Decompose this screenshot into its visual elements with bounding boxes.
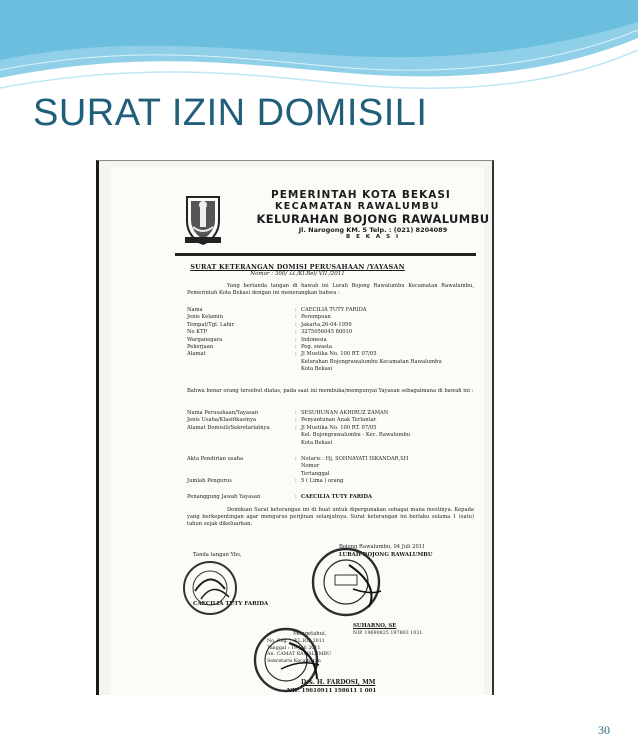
personal-value: Indonesia: [301, 336, 327, 343]
colon: :: [295, 417, 297, 424]
deed-value: Notaris : Hj. SOHNAYATI ISKANDAR,SH: [301, 456, 409, 462]
letterhead-line-3: KELURAHAN BOJONG RAWALUMBU: [256, 212, 490, 226]
personal-value: Kelurahan Bojongrawalumbu Kecamatan Rawalumbu: [301, 358, 442, 365]
scanned-document: [96, 160, 494, 695]
letterhead-rule: [175, 253, 476, 256]
camat-line: An. CAMAT RAWALUMBU: [267, 652, 332, 658]
organization-value: Kota Bekasi: [301, 439, 333, 446]
deed-value: Tertanggal: [301, 470, 330, 477]
colon: :: [295, 314, 297, 321]
slide-title: SURAT IZIN DOMISILI: [33, 92, 428, 134]
organization-value: Penyantunan Anak Terlantar: [301, 417, 377, 424]
colon: :: [295, 344, 297, 350]
personal-value: 3275056045 80010: [301, 329, 353, 336]
closing-paragraph: Demikian Surat keterangan ini di buat untuk dipergunakan sebagai mana mestinya. Kepada yang berkepentingan agar mengurus perijinan selanjutnya. Surat keterangan ini berlaku selama 1 (satu) tahun sejak dikeluarkan.: [187, 507, 474, 527]
camat-name: Drs. H. FARDOSI, MM: [301, 679, 376, 686]
lurah-name: SUHARNO, SE: [353, 623, 397, 629]
personal-value: Perempuan: [301, 314, 331, 321]
responsible-label: Penanggung Jawab Yayasan: [187, 494, 261, 500]
colon: :: [295, 478, 297, 485]
camat-nip: NIP. 19610911 198611 1 001: [287, 688, 377, 694]
colon: :: [295, 336, 297, 343]
colon: :: [295, 410, 297, 416]
personal-label: Jenis Kelamin: [187, 314, 223, 321]
colon: :: [295, 424, 297, 431]
document-paper: [111, 167, 490, 695]
document-title: SURAT KETERANGAN DOMISI PERUSAHAAN /YAYASAN: [190, 263, 405, 271]
deed-value: 5 ( Lima ) orang: [301, 478, 344, 485]
colon: :: [295, 351, 297, 358]
camat-line: No. Reg. : /KL.RL/ 2011: [267, 639, 325, 644]
lurah-title: LURAH BOJONG RAWALUMBU: [339, 552, 433, 558]
camat-line: Sekretaris Kecamatan: [267, 658, 321, 664]
letterhead-address: Jl. Narogong KM. 5 Telp. : (021) 8204089: [298, 226, 448, 234]
colon: :: [295, 321, 297, 328]
personal-label: Tempat/Tgl. Lahir: [187, 321, 235, 328]
colon: :: [295, 456, 297, 462]
issue-place-date: Bojong Rawalumbu, 04 Juli 2011: [339, 544, 426, 550]
colon: :: [295, 494, 297, 500]
camat-line: Tanggal : 19 Juli 2011: [267, 645, 321, 651]
personal-value: Kota Bekasi: [301, 366, 333, 373]
personal-value: Jl Mustika No. 100 RT. 07/05: [301, 351, 377, 358]
responsible-value: CAECILIA TUTY FARIDA: [301, 494, 372, 500]
kelurahan-stamp-icon: [181, 559, 239, 617]
letterhead-line-2: KECAMATAN RAWALUMBU: [275, 201, 440, 212]
organization-value: SESUHUNAN AKHIRUZ ZAMAN: [301, 410, 389, 416]
personal-label: No KTP: [187, 329, 208, 336]
colon: :: [295, 329, 297, 336]
organization-label: Jenis Usaha/Klasifikasinya: [187, 417, 257, 424]
intro-paragraph: Yang bertanda tangan di bawah ini Lurah Bojong Rawalumbu Kecamatan Rawalumbu, Pemerintah Kota Bekasi dengan ini menerangkan bahwa :: [187, 283, 474, 296]
organization-label: Alamat Domisili/Sekretariatnya: [187, 424, 270, 431]
lurah-nip: NIP. 19690825 197803 1031: [353, 631, 423, 636]
personal-value: CAECILIA TUTY FARIDA: [301, 307, 367, 313]
slide-header-wave: [0, 0, 638, 100]
letterhead-city: B E K A S I: [345, 234, 401, 240]
personal-value: Peg. swasta: [301, 344, 332, 350]
organization-label: Nama Perusahaan/Yayasan: [187, 410, 259, 416]
deed-label: Jumlah Pengurus: [187, 478, 232, 485]
acknowledged-label: Mengetahui,: [293, 631, 327, 637]
applicant-signature-label: Tanda tangan Ybs,: [193, 552, 242, 558]
personal-label: Nama: [187, 307, 203, 313]
colon: :: [295, 307, 297, 313]
statement-paragraph: Bahwa benar orang tersebut diatas, pada saat ini membuka/mempunyai Yayasan sebagaimana di bawah ini :: [187, 388, 474, 394]
personal-label: Alamat: [187, 351, 206, 358]
organization-value: Jl Mustika No. 100 RT. 07/05: [301, 424, 377, 431]
city-crest-icon: [183, 191, 223, 245]
personal-label: Warganegara: [187, 336, 223, 343]
applicant-name: CAECILIA TUTY FARIDA: [193, 601, 269, 607]
personal-label: Pekerjaan: [187, 344, 214, 350]
document-number: Nomor : 300/ ٤٤ /Kl.Bel/ VII /2011: [250, 271, 345, 277]
slide-number: 30: [598, 723, 610, 737]
organization-value: Kel. Bojongrawalumbu - Kec. Rawalumbu: [301, 432, 411, 439]
deed-label: Akta Pendirian usaha: [187, 456, 244, 462]
deed-value: Nomor: [301, 463, 320, 470]
camat-block: [267, 639, 331, 665]
personal-value: Jakarta,26-04-1950: [301, 321, 352, 328]
letterhead: [253, 189, 493, 240]
letterhead-line-1: PEMERINTAH KOTA BEKASI: [271, 189, 451, 201]
